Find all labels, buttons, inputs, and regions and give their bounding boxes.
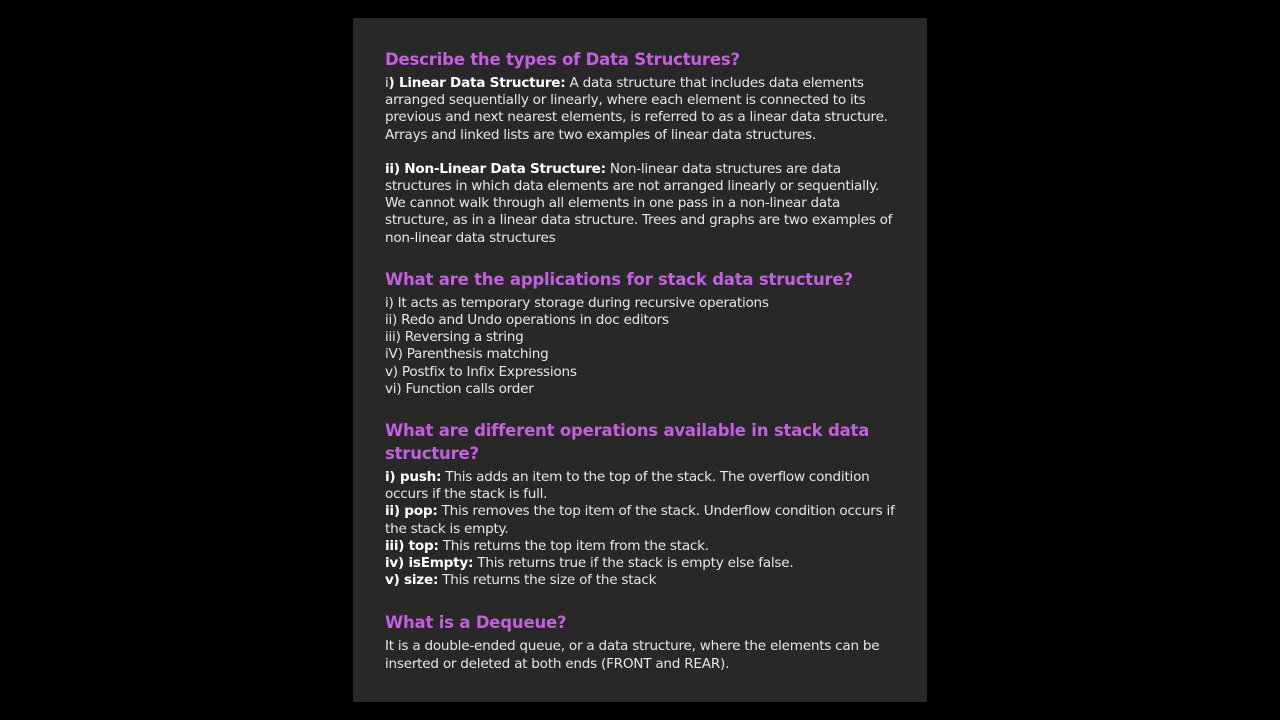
paragraph-dequeue: It is a double-ended queue, or a data structure, where the elements can be inserted or deleted at both ends (FRONT and REAR). bbox=[385, 638, 880, 672]
stack-applications-list bbox=[385, 295, 895, 398]
heading-dequeue: What is a Dequeue? bbox=[385, 613, 567, 633]
paragraph-non-linear-data-structure: ii) Non-Linear Data Structure: Non-linear data structures are data structures in which data elements are not arranged linearly or sequentially. We cannot walk through all elements in one pass in a non-linear data structure, as in a linear data structure. Trees and graphs are two examples of non-linear data structures bbox=[385, 160, 893, 246]
stack-operations-list bbox=[385, 469, 895, 589]
list-item: i) It acts as temporary storage during recursive operations bbox=[385, 294, 769, 311]
label-non-linear-data-structure: ii) Non-Linear Data Structure: bbox=[385, 160, 606, 177]
label-linear-data-structure: ) Linear Data Structure: bbox=[388, 75, 566, 91]
list-item: iii) Reversing a string bbox=[385, 329, 524, 346]
heading-stack-applications: What are the applications for stack data structure? bbox=[385, 269, 853, 289]
document-page bbox=[353, 18, 927, 702]
operation-push: i) push: This adds an item to the top of the stack. The overflow condition occurs if the stack is full. bbox=[385, 469, 870, 503]
operation-pop: ii) pop: This removes the top item of the stack. Underflow condition occurs if the stack is empty. bbox=[385, 503, 895, 537]
list-item: iV) Parenthesis matching bbox=[385, 346, 549, 363]
operation-top: iii) top: This returns the top item from the stack. bbox=[385, 537, 709, 554]
list-item: ii) Redo and Undo operations in doc editors bbox=[385, 312, 669, 329]
heading-stack-operations: What are different operations available in stack data structure? bbox=[385, 421, 870, 464]
list-item: v) Postfix to Infix Expressions bbox=[385, 363, 577, 380]
operation-size: v) size: This returns the size of the stack bbox=[385, 572, 657, 589]
heading-types-of-data-structures: Describe the types of Data Structures? bbox=[385, 50, 740, 69]
paragraph-linear-data-structure: i) Linear Data Structure: A data structure that includes data elements arranged sequentially or linearly, where each element is connected to its previous and next nearest elements, is referred to as a linear data structure. Arrays and linked lists are two examples of linear data structures. bbox=[385, 75, 888, 143]
operation-isempty: iv) isEmpty: This returns true if the stack is empty else false. bbox=[385, 555, 794, 572]
list-item: vi) Function calls order bbox=[385, 380, 534, 397]
